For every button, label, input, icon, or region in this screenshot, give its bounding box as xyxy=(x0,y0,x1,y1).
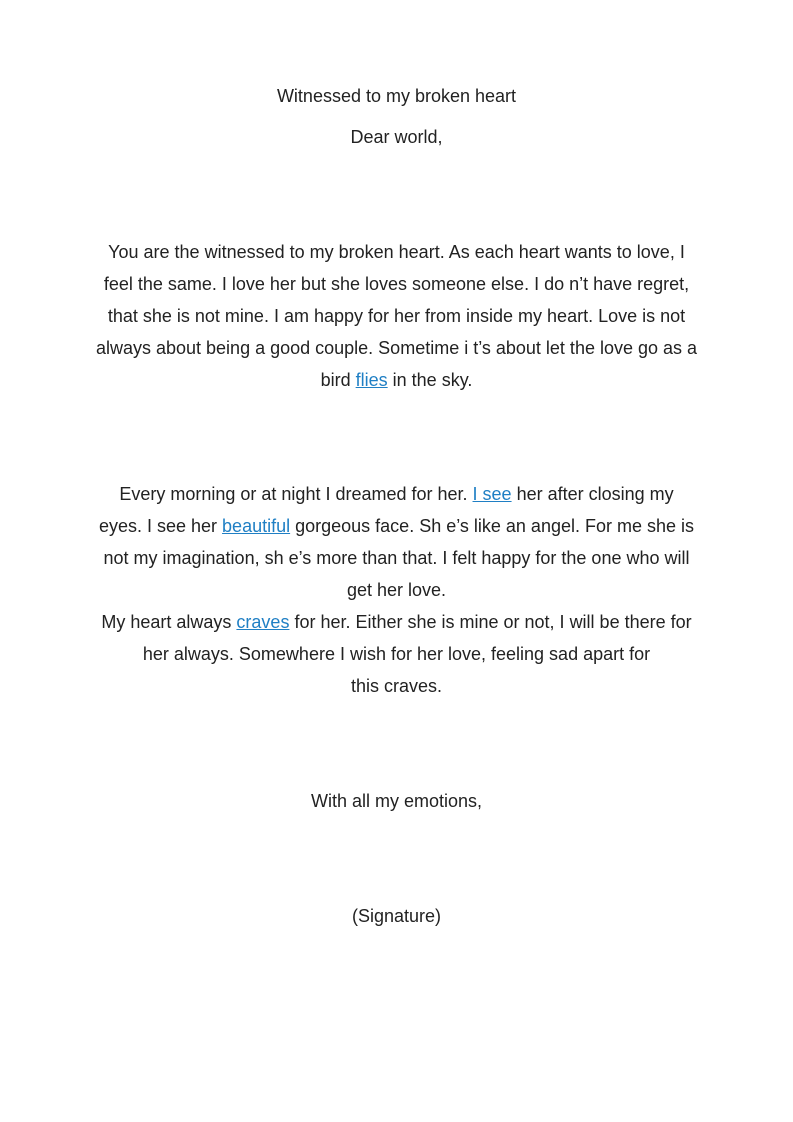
i-see-link[interactable]: I see xyxy=(472,484,512,504)
paragraph2-line1-before: Every morning or at night I dreamed for her. xyxy=(119,484,473,504)
paragraph2-line5 xyxy=(60,611,733,633)
paragraph2-line4: get her love. xyxy=(346,580,447,600)
paragraph1-line5 xyxy=(60,369,733,391)
signature: (Signature) xyxy=(351,906,442,926)
paragraph2-line1-after: her after closing my xyxy=(511,484,674,504)
paragraph2-line2 xyxy=(60,515,733,537)
paragraph1-line3: that she is not mine. I am happy for her from inside my heart. Love is not xyxy=(107,306,686,326)
paragraph2-line1 xyxy=(60,483,733,505)
letter-title: Witnessed to my broken heart xyxy=(276,86,517,106)
paragraph1-line2: feel the same. I love her but she loves someone else. I do n’t have regret, xyxy=(103,274,690,294)
paragraph2-line5-after: for her. Either she is mine or not, I will be there for xyxy=(289,612,692,632)
paragraph1-line4: always about being a good couple. Sometime i t’s about let the love go as a xyxy=(95,338,698,358)
salutation: Dear world, xyxy=(350,127,443,147)
beautiful-link[interactable]: beautiful xyxy=(222,516,291,536)
paragraph2-line6: her always. Somewhere I wish for her love, feeling sad apart for xyxy=(142,644,651,664)
closing: With all my emotions, xyxy=(310,791,483,811)
paragraph2-line5-before: My heart always xyxy=(101,612,237,632)
paragraph1-line5-before: bird xyxy=(320,370,356,390)
paragraph2-line3: not my imagination, sh e’s more than that. I felt happy for the one who will xyxy=(103,548,690,568)
paragraph2-line2-after: gorgeous face. Sh e’s like an angel. For me she is xyxy=(290,516,695,536)
paragraph2-line2-before: eyes. I see her xyxy=(98,516,223,536)
paragraph2-line7: this craves. xyxy=(350,676,443,696)
flies-link[interactable]: flies xyxy=(355,370,388,390)
craves-link[interactable]: craves xyxy=(236,612,290,632)
paragraph1-line1: You are the witnessed to my broken heart. As each heart wants to love, I xyxy=(108,242,685,262)
paragraph1-line5-after: in the sky. xyxy=(387,370,473,390)
